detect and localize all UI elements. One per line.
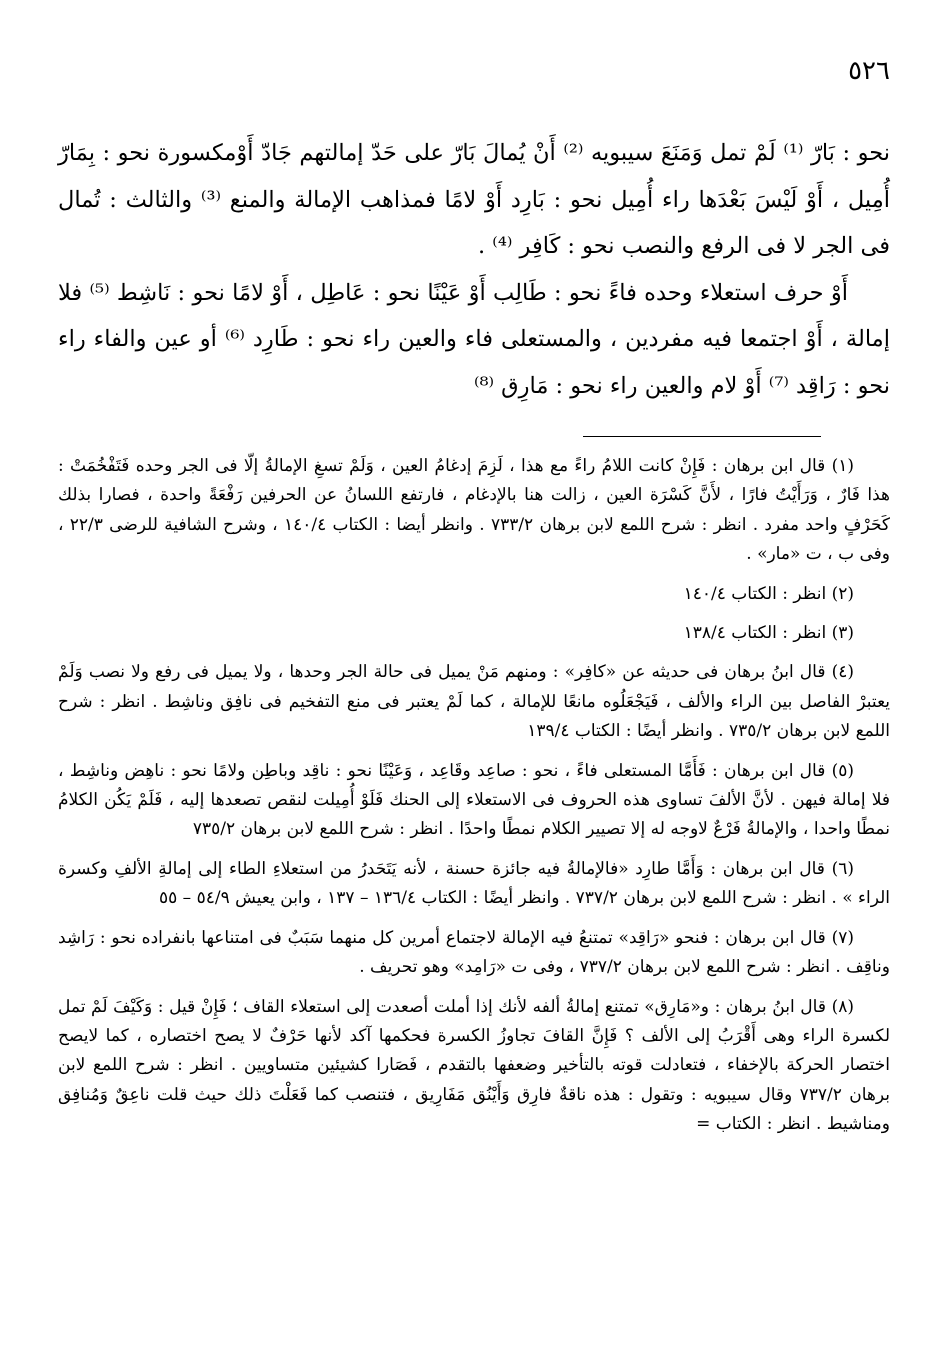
footnotes [58,452,890,1140]
page-number: ٥٢٦ [848,56,890,86]
footnote-separator [583,436,821,437]
footnote-2: (٢) انظر : الكتاب ١٤٠/٤ [683,583,854,604]
footnote-8: (٨) قال ابنُ برهان : و«مَارِق» تمتنع إمالةُ ألفه لأنك إذا أملت أصعدت إلى استعلاء القاف ؛ فَإِنْ قيل : وَكَيْفَ لَمْ تمل لكسرة الراء وهى أَقْرَبُ إلى الألف ؟ فَإِنَّ القافَ تجاوزُ الكسرة فحكمها آكد لأنها حَرْفٌ لا يصح اختصاره ، كما لايصح اختصار الحركة بالإخفاء ، فتعادلت قوته بالتأخير وضعفها بالتقدم ، فَصَارا كشيئين متساويين . انظر : شرح اللمع لابن برهان ٧٣٧/٢ وقال سيبويه : وتقول : هذه ناقةٌ فارِق وَأَيْنُق مَفَارِيق ، فتنصب كما فَعَلْتَ ذلك حيث قلت ناعِقٌ وَمُنافِق ومناشيط . انظر : الكتاب = [58,996,890,1135]
footnote-6: (٦) قال ابن برهان : وَأَمَّا طارِد «فالإمالةُ فيه جائزة حسنة ، لأنه يَتَحَدرُ من استعلاءِ الطاء إلى إمالةِ الألفِ وكسرة الراء » . انظر : شرح اللمع لابن برهان ٧٣٧/٢ . وانظر أيضًا : الكتاب ١٣٦/٤ – ١٣٧ ، وابن يعيش ٥٤/٩ – ٥٥ [58,858,890,909]
footnote-3: (٣) انظر : الكتاب ١٣٨/٤ [683,623,854,644]
footnote-1: (١) قال ابن برهان : فَإِنْ كانت اللامُ راءً مع هذا ، لَزِمَ إدغامُ العين ، وَلَمْ تسغِ الإمالةُ إلّا فى الجر وحده فَتَفْخُمَتْ : هذا فَارٌ ، وَرَأَيْتُ فارًا ، لأَنَّ كَسْرَة العين ، زالت هنا بالإدغام ، فارتفع اللسانُ عن الحرفين رَفْعَةً واحدة ، فصارا بذلك كَحَرْفٍ واحد مفرد . انظر : شرح اللمع لابن برهان ٧٣٣/٢ . وانظر أيضا : الكتاب ١٤٠/٤ ، وشرح الشافية للرضى ٢٢/٣ ، وفى ب ، ت «مار» . [58,456,891,565]
main-paragraph: أَوْ حرف استعلاء وحده فاءً نحو : طَالِب أَوْ عَيْنًا نحو : عَاطِل ، أَوْ لامًا نحو : نَاشِط ⁽⁵⁾ فلا إمالة ، أَوْ اجتمعا فيه مفردين ، والمستعلى فاء والعين راء نحو : طَارِد ⁽⁶⁾ أو عين والفاء راء نحو : رَاقِد ⁽⁷⁾ أَوْ لام والعين راء نحو : مَارِق ⁽⁸⁾ [58,279,890,399]
footnote-5: (٥) قال ابن برهان : فَأَمَّا المستعلى فاءً ، نحو : صاعِد وقَاعِد ، وَعَيْنًا نحو : ناقِد وباطِن ولامًا نحو : ناهِض وناشِط ، فلا إمالة فيهن . لأنَّ الألفَ تساوى هذه الحروف فى الاستعلاء إلى الحنك فَلَوْ أُمِيلت لنقص تصعدها إليه ، فَلَمْ يَكُن الكلامُ نمطًا واحدا ، والإمالةُ فَرْعٌ لاوجه له إلا تصيير الكلام نمطًا واحدًا . انظر : شرح اللمع لابن برهان ٧٣٥/٢ [58,760,890,840]
footnote-7: (٧) قال ابن برهان : فنحو «رَاقِد» تمتنعُ فيه الإمالة لاجتماع أمرين كل منهما سَبَبٌ فى امتناعها بانفراده نحو : رَاشِد وناقِف . انظر : شرح اللمع لابن برهان ٧٣٧/٢ ، وفى ت «رَامِد» وهو تحريف . [58,927,890,978]
footnote-4: (٤) قال ابنُ برهان فى حديثه عن «كافِر» : ومنهم مَنْ يميل فى حالة الجر وحدها ، ولا يميل فى رفع ولا نصب وَلَمْ يعتبرْ الفاصل بين الراء والألف ، فَيَجْعَلُوه مانعًا للإمالة ، كما لَمْ يعتبر فى منع التفخيم فى نافِق وناشِط . انظر : شرح اللمع لابن برهان ٧٣٥/٢ . وانظر أيضًا : الكتاب ١٣٩/٤ [58,662,890,742]
main-text [58,130,890,409]
main-paragraph: نحو : بَارّ ⁽¹⁾ لَمْ تمل وَمَنَعَ سيبويه ⁽²⁾ أَنْ يُمالَ بَارّ على حَدّ إمالتهم جَادّ أَوْمكسورة نحو : بِمَارّ أُمِيل ، أَوْ لَيْسَ بَعْدَها راء أُمِيل نحو : بَارِد أَوْ لامًا فمذاهب الإمالة والمنع ⁽³⁾ والثالث : تُمال فى الجر لا فى الرفع والنصب نحو : كَافِر ⁽⁴⁾ . [58,140,891,259]
